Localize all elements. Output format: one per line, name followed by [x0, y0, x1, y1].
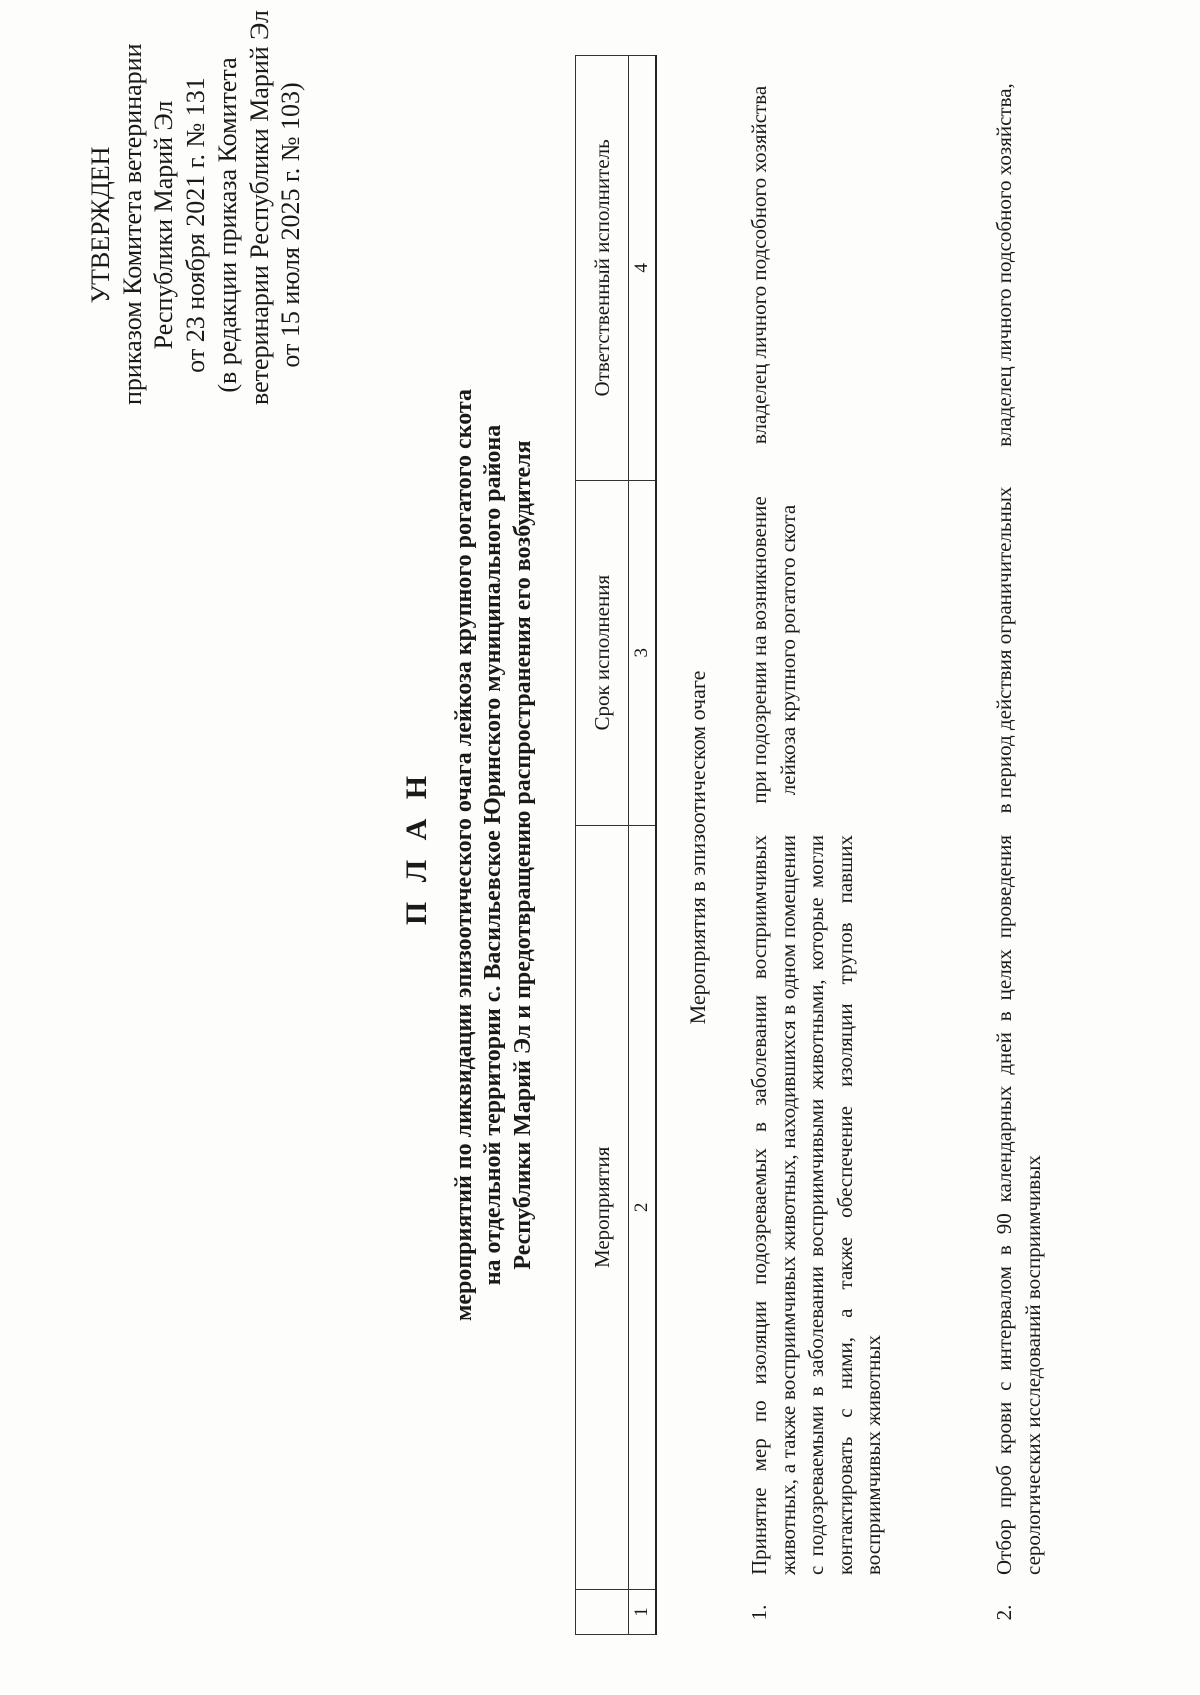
- approval-line: от 15 июля 2025 г. № 103): [276, 82, 306, 368]
- row-number: 2.: [992, 1604, 1016, 1621]
- approval-stamp: [85, 10, 307, 405]
- column-number: 2: [629, 825, 657, 1589]
- approval-line: ветеринарии Республики Марий Эл: [244, 10, 274, 405]
- plan-table: [575, 55, 657, 1635]
- row-measure: Отбор проб крови с интервалом в 90 календарных дней в целях проведения серологических исследований восприимчивых: [992, 835, 1045, 1575]
- row-deadline: в период действия ограничительных: [992, 486, 1016, 814]
- column-number-row: [629, 56, 657, 1635]
- header-deadline: Срок исполнения: [576, 480, 629, 825]
- plan-title-line: Республики Марий Эл и предотвращению распространения его возбудителя: [509, 440, 536, 1270]
- row-deadline: при подозрении на возникновение лейкоза крупного рогатого скота: [747, 496, 800, 804]
- approval-line: УТВЕРЖДЕН: [86, 146, 115, 304]
- header-measures: Мероприятия: [576, 825, 629, 1589]
- plan-heading: П Л А Н: [400, 769, 433, 926]
- approval-line: приказом Комитета ветеринарии: [117, 43, 147, 405]
- row-number: 1.: [747, 1604, 771, 1621]
- row-responsible: владелец личного подсобного хозяйства,: [992, 83, 1016, 447]
- column-number: 1: [629, 1590, 657, 1635]
- table-header-row: [576, 56, 629, 1635]
- column-number: 4: [629, 56, 657, 481]
- approval-line: от 23 ноября 2021 г. № 131: [181, 77, 211, 373]
- row-responsible: владелец личного подсобного хозяйства: [747, 85, 771, 445]
- approval-line: Республики Марий Эл: [149, 100, 179, 350]
- header-number: [576, 1590, 629, 1635]
- header-responsible: Ответственный исполнитель: [576, 56, 629, 481]
- approval-line: (в редакции приказа Комитета: [212, 57, 242, 393]
- section-heading: Мероприятия в эпизоотическом очаге: [685, 670, 710, 1025]
- plan-title: [450, 345, 538, 1365]
- plan-title-line: мероприятий по ликвидации эпизоотического очага лейкоза крупного рогатого скота: [451, 389, 477, 1321]
- column-number: 3: [629, 480, 657, 825]
- plan-title-line: на отдельной территории с. Васильевское Юринского муниципального района: [480, 424, 507, 1286]
- row-measure: Принятие мер по изоляции подозреваемых в заболевании восприимчивых животных, а также восприимчивых животных, находившихся в одном помещении с подозреваемыми в заболевании восприимчивыми животными, которые могли контактировать с ними, а также обеспечение изоляции трупов павших восприимчивых животных: [747, 835, 886, 1575]
